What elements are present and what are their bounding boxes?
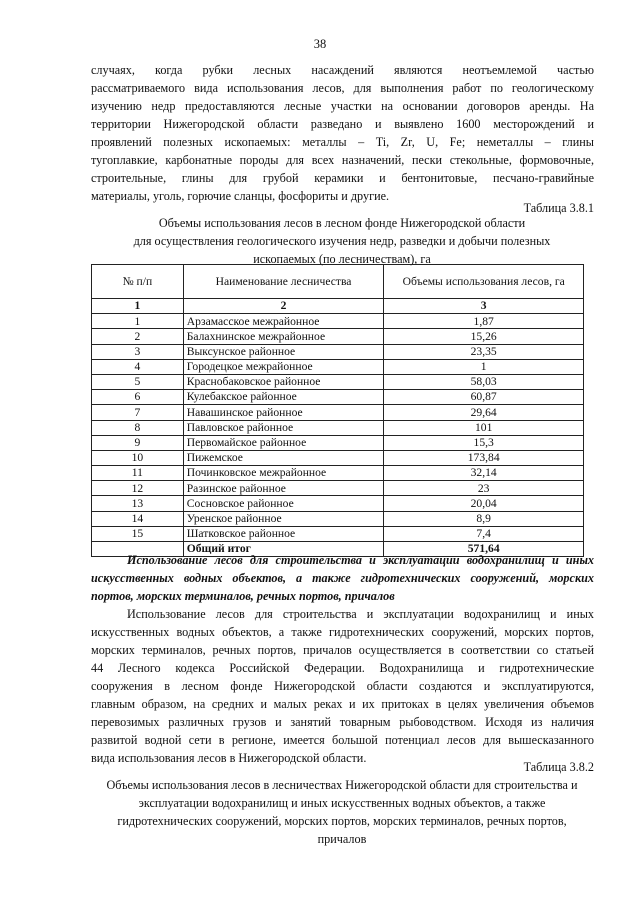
text-line: морских терминалов, речных портов, причалов осуществляется в соответствии со статьей	[91, 643, 594, 657]
forestry-name-cell: Разинское районное	[183, 481, 384, 496]
row-number-cell: 4	[92, 359, 184, 374]
forestry-name-cell: Уренское районное	[183, 511, 384, 526]
volume-cell: 7,4	[384, 526, 584, 541]
forestry-name-cell: Навашинское районное	[183, 405, 384, 420]
forestry-name-cell: Павловское районное	[183, 420, 384, 435]
text-line: строительные, глины для грубой керамики и бентонитовые, песчано-гравийные	[91, 171, 594, 185]
row-number-cell: 3	[92, 344, 184, 359]
total-label: Общий итог	[183, 542, 384, 557]
row-number-cell: 2	[92, 329, 184, 344]
text-line: вида использования лесов в Нижегородской области.	[91, 751, 367, 765]
text-line: материалы, уголь, горючие сланцы, фосфориты и другие.	[91, 189, 390, 203]
volume-cell: 8,9	[384, 511, 584, 526]
body-paragraph	[91, 605, 594, 767]
volume-cell: 15,3	[384, 435, 584, 450]
forestry-name-cell: Краснобаковское районное	[183, 374, 384, 389]
table-row	[92, 496, 584, 511]
volume-cell: 1,87	[384, 314, 584, 329]
text-line: развитой водной сети в регионе, имеется большой потенциал лесов для вышесказанного	[91, 733, 594, 747]
caption-line: гидротехнических сооружений, морских портов, морских терминалов, речных портов,	[117, 814, 567, 828]
header-number: № п/п	[92, 265, 184, 299]
text-line: случаях, когда рубки лесных насаждений являются неотъемлемой частью	[91, 63, 594, 77]
table-caption-2	[60, 776, 624, 848]
forestry-name-cell: Балахнинское межрайонное	[183, 329, 384, 344]
row-number-cell: 6	[92, 390, 184, 405]
row-number-cell: 15	[92, 526, 184, 541]
heading-line: искусственных водных объектов, а также гидротехнических сооружений, морских	[91, 571, 594, 585]
table-row	[92, 466, 584, 481]
table-row	[92, 481, 584, 496]
forestry-name-cell: Починковское межрайонное	[183, 466, 384, 481]
table-header-row	[92, 265, 584, 299]
volume-cell: 23,35	[384, 344, 584, 359]
header-forestry-name: Наименование лесничества	[183, 265, 384, 299]
text-line: главным образом, на средних и малых реках и их притоках в целях увеличения объемов	[91, 697, 594, 711]
volume-cell: 60,87	[384, 390, 584, 405]
volume-cell: 58,03	[384, 374, 584, 389]
text-line: перевозимых различных грузов и занятий товарным рыбоводством. Исходя из наличия	[91, 715, 594, 729]
forestry-name-cell: Пижемское	[183, 450, 384, 465]
forestry-name-cell: Городецкое межрайонное	[183, 359, 384, 374]
index-cell: 2	[183, 299, 384, 314]
total-value: 571,64	[384, 542, 584, 557]
page-number: 38	[313, 37, 327, 51]
table-caption	[60, 214, 624, 268]
forestry-name-cell: Арзамасское межрайонное	[183, 314, 384, 329]
caption-line: для осуществления геологического изучения недр, разведки и добычи полезных	[133, 234, 551, 248]
caption-line: причалов	[317, 832, 367, 846]
row-number-cell: 12	[92, 481, 184, 496]
caption-line: ископаемых (по лесничествам), га	[253, 252, 431, 266]
table-row	[92, 314, 584, 329]
intro-paragraph	[91, 61, 594, 205]
index-cell: 1	[92, 299, 184, 314]
table-row	[92, 435, 584, 450]
text-line: территории Нижегородской области разведано и выявлено 1600 месторождений и	[91, 117, 594, 131]
table-row	[92, 374, 584, 389]
caption-line: Объемы использования лесов в лесном фонде Нижегородской области	[158, 216, 526, 230]
text-line: тугоплавкие, карбонатные породы для всех назначений, пески стекольные, формовочные,	[91, 153, 594, 167]
column-index-row	[92, 299, 584, 314]
table-row	[92, 526, 584, 541]
row-number-cell: 10	[92, 450, 184, 465]
row-number-cell: 8	[92, 420, 184, 435]
text-line: сооружения в лесном фонде Нижегородской области создаются и эксплуатируются,	[91, 679, 594, 693]
header-volume: Объемы использования лесов, га	[384, 265, 584, 299]
text-line: изучению недр предоставляются лесные участки на основании договоров аренды. На	[91, 99, 594, 113]
table-row	[92, 344, 584, 359]
volume-cell: 101	[384, 420, 584, 435]
forestry-name-cell: Выксунское районное	[183, 344, 384, 359]
text-line: искусственных водных объектов, а также гидротехнических сооружений, морских портов,	[91, 625, 594, 639]
row-number-cell: 11	[92, 466, 184, 481]
volume-cell: 29,64	[384, 405, 584, 420]
row-number-cell: 14	[92, 511, 184, 526]
table-row	[92, 405, 584, 420]
volume-cell: 32,14	[384, 466, 584, 481]
section-heading	[91, 551, 594, 605]
table-row	[92, 450, 584, 465]
text-line: 44 Лесного кодекса Российской Федерации. Водохранилища и гидротехнические	[91, 661, 594, 675]
table-row	[92, 359, 584, 374]
row-number-cell: 5	[92, 374, 184, 389]
table-row	[92, 420, 584, 435]
forestry-name-cell: Первомайское районное	[183, 435, 384, 450]
table-row	[92, 390, 584, 405]
volume-cell: 23	[384, 481, 584, 496]
text-line: Использование лесов для строительства и эксплуатации водохранилищ и иных	[127, 607, 594, 621]
text-line: проявлений полезных ископаемых: металлы – Ti, Zr, U, Fe; неметаллы – глины	[91, 135, 594, 149]
caption-line: Объемы использования лесов в лесничествах Нижегородской области для строительства и	[106, 778, 578, 792]
forestry-name-cell: Сосновское районное	[183, 496, 384, 511]
row-number-cell: 13	[92, 496, 184, 511]
row-number-cell: 7	[92, 405, 184, 420]
index-cell: 3	[384, 299, 584, 314]
forestry-name-cell: Кулебакское районное	[183, 390, 384, 405]
caption-line: эксплуатации водохранилищ и иных искусственных водных объектов, а также	[138, 796, 546, 810]
data-table	[91, 264, 584, 557]
volume-cell: 173,84	[384, 450, 584, 465]
heading-line: портов, морских терминалов, речных портов, причалов	[91, 589, 395, 603]
text-line: рассматриваемого вида использования лесов, для выполнения работ по геологическому	[91, 81, 594, 95]
heading-line: Использование лесов для строительства и эксплуатации водохранилищ и иных	[127, 553, 594, 567]
row-number-cell: 1	[92, 314, 184, 329]
table-row	[92, 511, 584, 526]
table-label-2: Таблица 3.8.2	[523, 760, 594, 774]
volume-cell: 1	[384, 359, 584, 374]
forestry-name-cell: Шатковское районное	[183, 526, 384, 541]
row-number-cell: 9	[92, 435, 184, 450]
table-row	[92, 329, 584, 344]
volume-cell: 15,26	[384, 329, 584, 344]
table-label: Таблица 3.8.1	[523, 201, 594, 215]
volume-cell: 20,04	[384, 496, 584, 511]
